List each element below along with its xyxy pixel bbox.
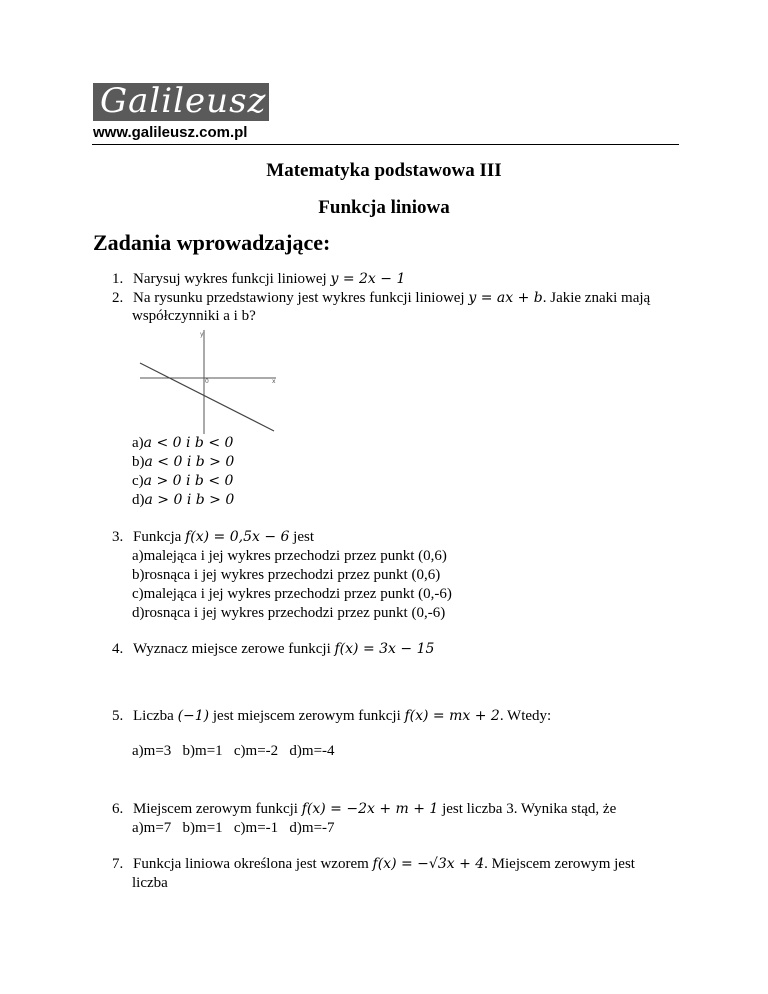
task-2-option-a [132,434,233,452]
task-3-option-b: b)rosnąca i jej wykres przechodzi przez punkt (0,6) [132,567,441,583]
task-5-formula-2: f(x) = mx + 2 [404,708,500,724]
option-expr: a > 0 i b < 0 [143,473,234,489]
task-2-option-c [132,472,233,490]
option-expr: a > 0 i b > 0 [144,492,235,508]
task-7-number: 7. [112,856,124,872]
document-subtitle: Funkcja liniowa [318,197,450,218]
task-4 [112,640,434,658]
task-4-text: Wyznacz miejsce zerowe funkcji [133,641,331,657]
document-title: Matematyka podstawowa III [266,160,502,181]
task-3-number: 3. [112,529,124,545]
logo-wordmark: Galileusz [100,81,267,121]
task-6-options: a)m=7 b)m=1 c)m=-1 d)m=-7 [132,820,335,836]
task-2-text-after: . Jakie znaki mają [542,290,651,306]
task-5-text-after: . Wtedy: [499,708,552,724]
option-label: b) [132,454,145,470]
function-line [140,363,274,431]
task-2-number: 2. [112,290,124,306]
origin-label: 0 [205,378,209,385]
task-1-number: 1. [112,271,124,287]
task-3-option-a: a)malejąca i jej wykres przechodzi przez punkt (0,6) [132,548,447,564]
task-7-text: Funkcja liniowa określona jest wzorem [133,856,369,872]
logo-url: www.galileusz.com.pl [93,124,248,141]
task-1-text: Narysuj wykres funkcji liniowej [133,271,327,287]
task-5-number: 5. [112,708,124,724]
task-7-line2: liczba [132,875,168,891]
option-expr: a < 0 i b < 0 [143,435,234,451]
task-4-formula: f(x) = 3x − 15 [334,641,435,657]
task-2-text: Na rysunku przedstawiony jest wykres funkcji liniowej [133,290,465,306]
option-label: c) [132,473,144,489]
task-7-formula: f(x) = −√3x + 4 [372,856,485,872]
task-2-graph [138,328,278,436]
task-4-number: 4. [112,641,124,657]
header-rule [92,144,679,145]
task-5-text-mid: jest miejscem zerowym funkcji [212,708,401,724]
task-2-option-b [132,453,234,471]
task-2-option-d [132,491,234,509]
task-3-option-d: d)rosnąca i jej wykres przechodzi przez punkt (0,-6) [132,605,446,621]
task-1 [112,270,405,288]
task-5 [112,707,551,725]
task-3-text: Funkcja [133,529,182,545]
task-7 [112,855,635,873]
task-7-text-after: . Miejscem zerowym jest [484,856,635,872]
option-expr: a < 0 i b > 0 [144,454,235,470]
task-2-line2: współczynniki a i b? [132,308,256,324]
task-3-formula: f(x) = 0,5x − 6 [185,529,290,545]
task-1-formula: y = 2x − 1 [330,271,406,287]
task-6-number: 6. [112,801,124,817]
task-3-option-c: c)malejąca i jej wykres przechodzi przez punkt (0,-6) [132,586,452,602]
task-6-formula: f(x) = −2x + m + 1 [301,801,439,817]
task-5-text: Liczba [133,708,174,724]
task-3-text-after: jest [293,529,315,545]
task-6-text: Miejscem zerowym funkcji [133,801,298,817]
y-axis-label: y [200,331,204,338]
option-label: a) [132,435,144,451]
task-6 [112,800,616,818]
section-heading: Zadania wprowadzające: [93,230,331,255]
task-6-text-after: jest liczba 3. Wynika stąd, że [442,801,617,817]
task-2-formula: y = ax + b [468,290,543,306]
x-axis-label: x [272,378,276,385]
task-3 [112,528,314,546]
task-2 [112,289,650,307]
task-5-options: a)m=3 b)m=1 c)m=-2 d)m=-4 [132,743,335,759]
task-5-formula-1: (−1) [177,708,210,724]
option-label: d) [132,492,145,508]
